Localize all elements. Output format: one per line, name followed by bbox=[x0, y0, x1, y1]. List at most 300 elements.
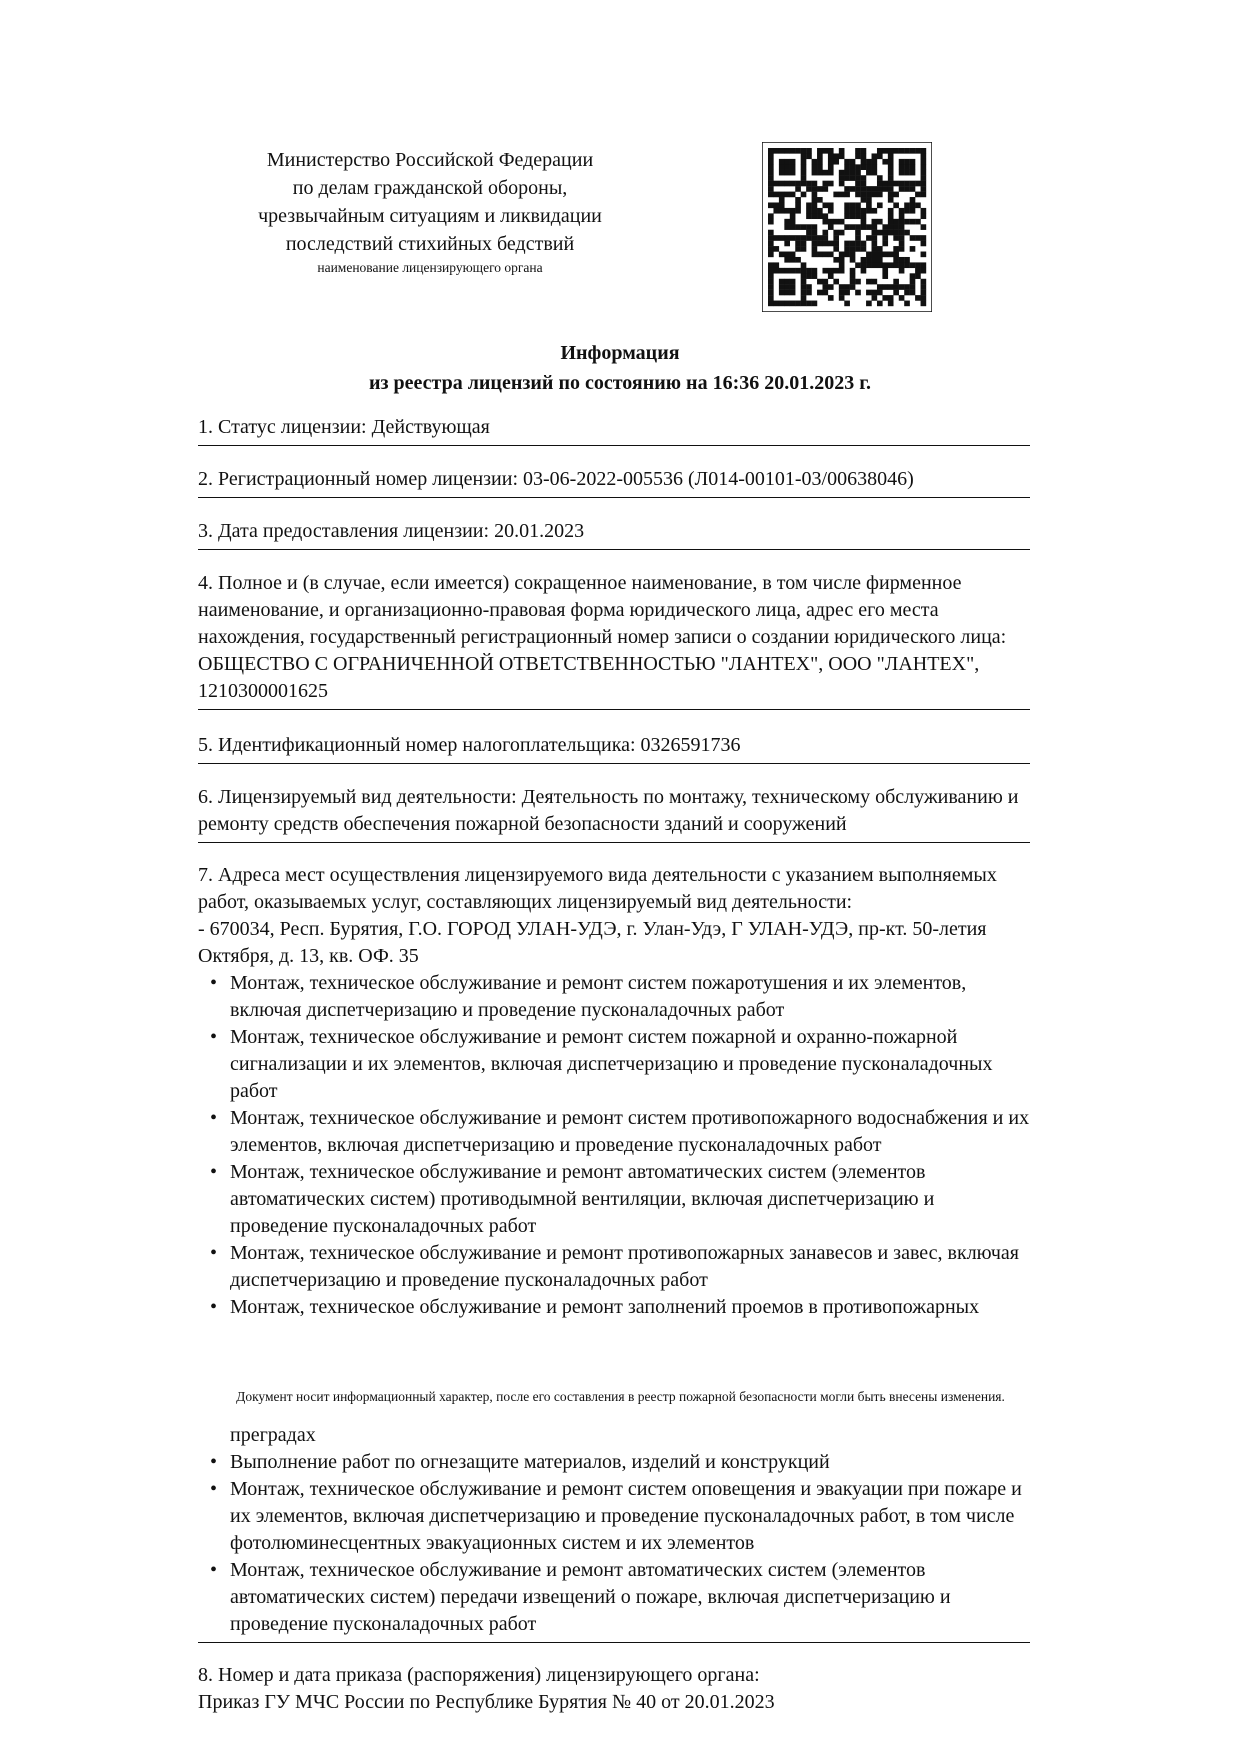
qr-module bbox=[806, 153, 812, 159]
qr-module bbox=[910, 208, 916, 214]
qr-module bbox=[768, 246, 774, 252]
qr-module bbox=[921, 290, 927, 296]
qr-module bbox=[904, 186, 910, 192]
qr-module bbox=[801, 273, 807, 279]
qr-module bbox=[915, 235, 921, 241]
work-item: • Монтаж, техническое обслуживание и ремонт автоматических систем (элементов автоматических систем) противодымной вентиляции, включая диспетчеризацию и проведение пусконаладочных работ bbox=[198, 1159, 1030, 1240]
order-text: Приказ ГУ МЧС России по Республике Бурятия № 40 от 20.01.2023 bbox=[198, 1691, 775, 1713]
qr-module bbox=[779, 159, 785, 165]
qr-module bbox=[795, 186, 801, 192]
qr-module bbox=[850, 186, 856, 192]
qr-module bbox=[872, 170, 878, 176]
qr-module bbox=[888, 181, 894, 187]
qr-module bbox=[877, 202, 883, 208]
qr-module bbox=[768, 241, 774, 247]
qr-module bbox=[801, 301, 807, 307]
qr-module bbox=[866, 279, 872, 285]
qr-module bbox=[839, 175, 845, 181]
qr-module bbox=[910, 279, 916, 285]
qr-module bbox=[784, 279, 790, 285]
qr-module bbox=[812, 230, 818, 236]
qr-module bbox=[877, 252, 883, 258]
qr-module bbox=[921, 241, 927, 247]
qr-module bbox=[861, 186, 867, 192]
qr-module bbox=[882, 284, 888, 290]
licensed-activity bbox=[198, 784, 1030, 843]
qr-code bbox=[762, 142, 932, 312]
qr-module bbox=[877, 284, 883, 290]
works-list-page-2 bbox=[198, 1449, 1030, 1638]
qr-module bbox=[877, 186, 883, 192]
qr-module bbox=[839, 219, 845, 225]
qr-module bbox=[828, 181, 834, 187]
qr-module bbox=[801, 192, 807, 198]
qr-module bbox=[768, 192, 774, 198]
qr-module bbox=[904, 262, 910, 268]
qr-module bbox=[844, 192, 850, 198]
qr-module bbox=[872, 279, 878, 285]
qr-module bbox=[784, 208, 790, 214]
qr-module bbox=[877, 246, 883, 252]
qr-module bbox=[790, 235, 796, 241]
qr-module bbox=[921, 213, 927, 219]
qr-module bbox=[822, 252, 828, 258]
qr-module bbox=[877, 262, 883, 268]
qr-module bbox=[790, 284, 796, 290]
qr-module bbox=[833, 219, 839, 225]
qr-module bbox=[812, 252, 818, 258]
qr-module bbox=[828, 273, 834, 279]
qr-module bbox=[806, 148, 812, 154]
qr-module bbox=[904, 164, 910, 170]
qr-module bbox=[915, 148, 921, 154]
qr-module bbox=[877, 181, 883, 187]
qr-module bbox=[872, 257, 878, 263]
order-heading: 8. Номер и дата приказа (распоряжения) лицензирующего органа: bbox=[198, 1664, 760, 1686]
qr-module bbox=[861, 197, 867, 203]
qr-module bbox=[882, 230, 888, 236]
licensing-authority bbox=[200, 146, 660, 278]
qr-module bbox=[872, 186, 878, 192]
qr-module bbox=[822, 268, 828, 274]
qr-module bbox=[773, 246, 779, 252]
qr-module bbox=[817, 279, 823, 285]
qr-module bbox=[921, 235, 927, 241]
qr-module bbox=[828, 159, 834, 165]
qr-module bbox=[790, 252, 796, 258]
qr-module bbox=[801, 181, 807, 187]
qr-module bbox=[790, 301, 796, 307]
qr-module bbox=[893, 219, 899, 225]
qr-module bbox=[844, 186, 850, 192]
qr-module bbox=[801, 235, 807, 241]
qr-module bbox=[801, 224, 807, 230]
qr-module bbox=[855, 202, 861, 208]
qr-module bbox=[795, 268, 801, 274]
authority-line: по делам гражданской обороны, bbox=[292, 177, 568, 199]
qr-module bbox=[768, 159, 774, 165]
qr-module bbox=[861, 268, 867, 274]
qr-module bbox=[768, 186, 774, 192]
qr-module bbox=[806, 224, 812, 230]
qr-module bbox=[904, 208, 910, 214]
qr-module bbox=[844, 241, 850, 247]
qr-module bbox=[872, 192, 878, 198]
qr-module bbox=[855, 148, 861, 154]
qr-module bbox=[795, 246, 801, 252]
qr-module bbox=[839, 170, 845, 176]
qr-module bbox=[768, 301, 774, 307]
qr-module bbox=[855, 230, 861, 236]
qr-module bbox=[773, 148, 779, 154]
qr-module bbox=[899, 219, 905, 225]
qr-module bbox=[801, 164, 807, 170]
qr-module bbox=[888, 219, 894, 225]
qr-module bbox=[839, 181, 845, 187]
qr-module bbox=[904, 181, 910, 187]
qr-module bbox=[861, 153, 867, 159]
qr-module bbox=[812, 301, 818, 307]
works-list bbox=[198, 970, 1030, 1321]
qr-module bbox=[817, 153, 823, 159]
qr-module bbox=[768, 290, 774, 296]
qr-module bbox=[822, 241, 828, 247]
qr-module bbox=[822, 219, 828, 225]
qr-module bbox=[790, 257, 796, 263]
qr-module bbox=[921, 262, 927, 268]
qr-module bbox=[872, 164, 878, 170]
qr-module bbox=[768, 148, 774, 154]
qr-module bbox=[921, 279, 927, 285]
qr-module bbox=[861, 208, 867, 214]
qr-module bbox=[872, 235, 878, 241]
qr-module bbox=[806, 208, 812, 214]
qr-module bbox=[844, 246, 850, 252]
qr-module bbox=[844, 164, 850, 170]
qr-module bbox=[844, 159, 850, 165]
qr-module bbox=[833, 235, 839, 241]
qr-module bbox=[855, 213, 861, 219]
qr-module bbox=[784, 159, 790, 165]
qr-module bbox=[904, 290, 910, 296]
qr-module bbox=[893, 235, 899, 241]
qr-module bbox=[784, 252, 790, 258]
qr-module bbox=[877, 290, 883, 296]
work-item: • Монтаж, техническое обслуживание и ремонт систем противопожарного водоснабжения и их элементов, включая диспетчеризацию и проведение пусконаладочных работ bbox=[198, 1105, 1030, 1159]
qr-module bbox=[899, 284, 905, 290]
qr-module bbox=[850, 268, 856, 274]
qr-module bbox=[784, 257, 790, 263]
qr-module bbox=[904, 202, 910, 208]
qr-module bbox=[899, 241, 905, 247]
qr-module bbox=[899, 224, 905, 230]
qr-module bbox=[904, 284, 910, 290]
qr-module bbox=[910, 186, 916, 192]
qr-module bbox=[899, 257, 905, 263]
qr-module bbox=[779, 208, 785, 214]
qr-module bbox=[850, 252, 856, 258]
qr-module bbox=[768, 230, 774, 236]
qr-module bbox=[790, 181, 796, 187]
qr-module bbox=[828, 224, 834, 230]
qr-module bbox=[806, 284, 812, 290]
qr-module bbox=[861, 164, 867, 170]
qr-module bbox=[833, 192, 839, 198]
qr-module bbox=[882, 159, 888, 165]
qr-module bbox=[888, 175, 894, 181]
qr-module bbox=[872, 241, 878, 247]
qr-module bbox=[872, 208, 878, 214]
qr-module bbox=[866, 208, 872, 214]
qr-module bbox=[806, 213, 812, 219]
qr-module bbox=[861, 159, 867, 165]
works-list-continued bbox=[198, 1422, 1030, 1643]
qr-module bbox=[812, 213, 818, 219]
qr-module bbox=[899, 164, 905, 170]
qr-module bbox=[921, 164, 927, 170]
qr-module bbox=[790, 290, 796, 296]
qr-module bbox=[768, 295, 774, 301]
work-item-continuation: преградах bbox=[230, 1424, 316, 1446]
qr-module bbox=[850, 241, 856, 247]
qr-module bbox=[768, 219, 774, 225]
qr-module bbox=[872, 219, 878, 225]
qr-module bbox=[855, 175, 861, 181]
qr-module bbox=[790, 213, 796, 219]
qr-module bbox=[801, 295, 807, 301]
qr-module bbox=[828, 241, 834, 247]
qr-module bbox=[877, 192, 883, 198]
qr-module bbox=[812, 197, 818, 203]
qr-module bbox=[921, 252, 927, 258]
qr-module bbox=[855, 246, 861, 252]
qr-module bbox=[888, 164, 894, 170]
qr-module bbox=[822, 284, 828, 290]
qr-module bbox=[850, 246, 856, 252]
qr-module bbox=[844, 175, 850, 181]
qr-module bbox=[779, 235, 785, 241]
qr-module bbox=[850, 164, 856, 170]
qr-module bbox=[872, 224, 878, 230]
qr-module bbox=[888, 208, 894, 214]
qr-module bbox=[899, 181, 905, 187]
qr-module bbox=[888, 295, 894, 301]
qr-module bbox=[893, 252, 899, 258]
qr-module bbox=[866, 262, 872, 268]
qr-module bbox=[861, 262, 867, 268]
qr-module bbox=[850, 159, 856, 165]
qr-module bbox=[812, 181, 818, 187]
qr-module bbox=[888, 197, 894, 203]
qr-module bbox=[839, 252, 845, 258]
qr-module bbox=[893, 181, 899, 187]
qr-module bbox=[904, 257, 910, 263]
license-status bbox=[198, 414, 1030, 446]
qr-module bbox=[817, 290, 823, 296]
qr-module bbox=[888, 153, 894, 159]
qr-module bbox=[822, 186, 828, 192]
qr-module bbox=[822, 148, 828, 154]
qr-module bbox=[882, 295, 888, 301]
qr-module bbox=[888, 252, 894, 258]
qr-module bbox=[779, 148, 785, 154]
license-date-text: 3. Дата предоставления лицензии: 20.01.2023 bbox=[198, 520, 585, 542]
qr-module bbox=[833, 241, 839, 247]
qr-module bbox=[822, 181, 828, 187]
qr-module bbox=[910, 202, 916, 208]
licensing-order bbox=[198, 1662, 1030, 1720]
qr-module bbox=[855, 164, 861, 170]
qr-module bbox=[773, 208, 779, 214]
qr-module bbox=[779, 268, 785, 274]
qr-module bbox=[822, 230, 828, 236]
qr-module bbox=[855, 192, 861, 198]
qr-module bbox=[790, 219, 796, 225]
qr-module bbox=[910, 219, 916, 225]
address-text: - 670034, Респ. Бурятия, Г.О. ГОРОД УЛАН-УДЭ, г. Улан-Удэ, Г УЛАН-УДЭ, пр-кт. 50-летия Октября, д. 13, кв. ОФ. 35 bbox=[198, 918, 987, 967]
document-title bbox=[200, 338, 1040, 398]
qr-module bbox=[861, 213, 867, 219]
qr-module bbox=[861, 175, 867, 181]
qr-module bbox=[899, 148, 905, 154]
qr-module bbox=[850, 224, 856, 230]
qr-module bbox=[893, 284, 899, 290]
qr-module bbox=[915, 273, 921, 279]
work-item: • Монтаж, техническое обслуживание и ремонт автоматических систем (элементов автоматических систем) передачи извещений о пожаре, включая диспетчеризацию и проведение пусконаладочных работ bbox=[198, 1557, 1030, 1638]
qr-module bbox=[773, 235, 779, 241]
work-item: • Монтаж, техническое обслуживание и ремонт систем пожаротушения и их элементов, включая диспетчеризацию и проведение пусконаладочных работ bbox=[198, 970, 1030, 1024]
taxpayer-number bbox=[198, 732, 1030, 764]
qr-module bbox=[795, 148, 801, 154]
qr-module bbox=[855, 235, 861, 241]
qr-module bbox=[779, 192, 785, 198]
qr-module bbox=[899, 170, 905, 176]
registration-number bbox=[198, 466, 1030, 498]
qr-module bbox=[893, 148, 899, 154]
qr-module bbox=[817, 241, 823, 247]
qr-module bbox=[768, 268, 774, 274]
qr-module bbox=[855, 170, 861, 176]
qr-module bbox=[893, 230, 899, 236]
qr-module bbox=[844, 290, 850, 296]
qr-module bbox=[882, 181, 888, 187]
qr-module bbox=[872, 153, 878, 159]
qr-module bbox=[828, 295, 834, 301]
qr-module bbox=[866, 192, 872, 198]
qr-module bbox=[866, 235, 872, 241]
qr-module bbox=[773, 262, 779, 268]
qr-module bbox=[850, 284, 856, 290]
qr-module bbox=[893, 257, 899, 263]
qr-module bbox=[904, 148, 910, 154]
qr-module bbox=[861, 241, 867, 247]
qr-module bbox=[839, 148, 845, 154]
qr-module bbox=[768, 153, 774, 159]
qr-module bbox=[828, 252, 834, 258]
taxpayer-number-text: 5. Идентификационный номер налогоплательщика: 0326591736 bbox=[198, 734, 741, 756]
qr-module bbox=[872, 159, 878, 165]
qr-module bbox=[812, 273, 818, 279]
qr-module bbox=[801, 175, 807, 181]
qr-module bbox=[822, 213, 828, 219]
qr-module bbox=[768, 202, 774, 208]
qr-module bbox=[822, 279, 828, 285]
qr-module bbox=[784, 268, 790, 274]
qr-module bbox=[866, 224, 872, 230]
qr-module bbox=[779, 301, 785, 307]
qr-module bbox=[768, 170, 774, 176]
qr-module bbox=[801, 170, 807, 176]
qr-module bbox=[888, 148, 894, 154]
qr-module bbox=[784, 148, 790, 154]
qr-module bbox=[893, 192, 899, 198]
qr-module bbox=[921, 148, 927, 154]
qr-module bbox=[855, 279, 861, 285]
qr-module bbox=[806, 268, 812, 274]
qr-module bbox=[833, 279, 839, 285]
qr-module bbox=[866, 159, 872, 165]
qr-module bbox=[904, 159, 910, 165]
qr-module bbox=[773, 202, 779, 208]
qr-module bbox=[839, 268, 845, 274]
qr-module bbox=[861, 219, 867, 225]
qr-module bbox=[921, 301, 927, 307]
qr-module bbox=[795, 208, 801, 214]
qr-module bbox=[877, 230, 883, 236]
qr-module bbox=[779, 197, 785, 203]
qr-module bbox=[872, 290, 878, 296]
qr-module bbox=[828, 164, 834, 170]
qr-module bbox=[893, 290, 899, 296]
qr-module bbox=[828, 219, 834, 225]
qr-module bbox=[768, 262, 774, 268]
qr-module bbox=[882, 224, 888, 230]
qr-module bbox=[855, 224, 861, 230]
qr-module bbox=[915, 268, 921, 274]
qr-module bbox=[839, 262, 845, 268]
qr-module bbox=[812, 224, 818, 230]
title-line-2: из реестра лицензий по состоянию на 16:36 20.01.2023 г. bbox=[368, 372, 872, 394]
qr-module bbox=[779, 202, 785, 208]
qr-module bbox=[768, 273, 774, 279]
qr-module bbox=[817, 208, 823, 214]
qr-module bbox=[855, 290, 861, 296]
qr-module bbox=[795, 202, 801, 208]
qr-module bbox=[861, 246, 867, 252]
qr-module bbox=[784, 235, 790, 241]
qr-module bbox=[921, 224, 927, 230]
qr-module bbox=[779, 252, 785, 258]
qr-module bbox=[790, 159, 796, 165]
qr-module bbox=[795, 197, 801, 203]
qr-module bbox=[850, 257, 856, 263]
qr-module bbox=[844, 208, 850, 214]
qr-module bbox=[921, 208, 927, 214]
qr-module bbox=[855, 262, 861, 268]
qr-module bbox=[822, 170, 828, 176]
qr-module bbox=[806, 290, 812, 296]
qr-module bbox=[921, 192, 927, 198]
qr-module bbox=[817, 170, 823, 176]
qr-module bbox=[872, 246, 878, 252]
qr-module bbox=[850, 279, 856, 285]
qr-module bbox=[833, 230, 839, 236]
qr-module bbox=[806, 202, 812, 208]
license-date bbox=[198, 518, 1030, 550]
qr-module bbox=[910, 164, 916, 170]
qr-module bbox=[790, 164, 796, 170]
licensed-activity-text: 6. Лицензируемый вид деятельности: Деятельность по монтажу, техническому обслуживанию и ремонту средств обеспечения пожарной безопасности зданий и сооружений bbox=[198, 786, 1019, 835]
